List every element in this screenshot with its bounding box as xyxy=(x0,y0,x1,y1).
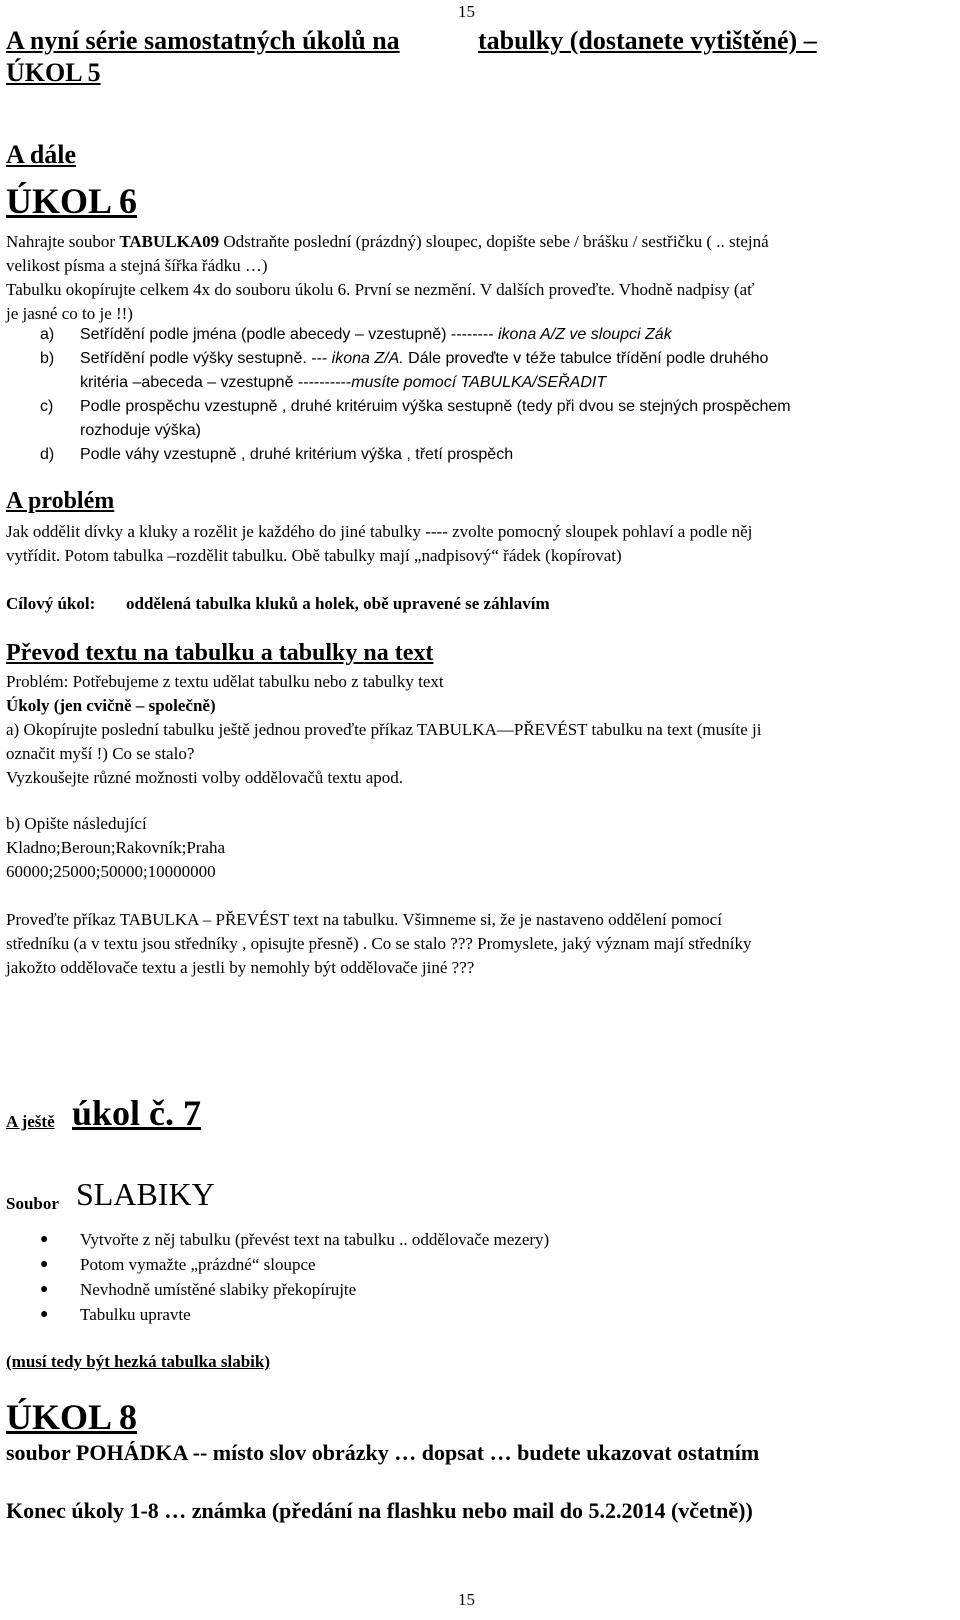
conversion-tasks-heading: Úkoly (jen cvičně – společně) xyxy=(6,696,216,715)
soubor-name: SLABIKY xyxy=(76,1176,215,1212)
list-marker: a) xyxy=(40,326,55,343)
ukol6-intro-line4: je jasné co to je !!) xyxy=(6,304,133,323)
section-heading-a-dale: A dále xyxy=(6,140,77,169)
target-task-text: oddělená tabulka kluků a holek, obě upravené se záhlavím xyxy=(126,594,550,613)
ukol7-note: (musí tedy být hezká tabulka slabik) xyxy=(6,1352,271,1371)
ukol7-prefix: A ještě xyxy=(6,1112,55,1131)
header-right: tabulky (dostanete vytištěné) – xyxy=(478,26,817,55)
list-item: kritéria –abeceda – vzestupně ----------musíte pomocí TABULKA/SEŘADIT xyxy=(80,374,607,391)
conversion-c-line2: středníku (a v textu jsou středníky , opisujte přesně) . Co se stalo ??? Promyslete, jaký význam mají středníky xyxy=(6,934,752,953)
list-item: Potom vymažte „prázdné“ sloupce xyxy=(80,1255,316,1274)
list-marker: b) xyxy=(40,350,55,367)
conversion-a-line3: Vyzkoušejte různé možnosti volby oddělovačů textu apod. xyxy=(6,768,404,787)
header-left-line1: A nyní série samostatných úkolů na xyxy=(6,26,400,55)
ukol6-intro-line3: Tabulku okopírujte celkem 4x do souboru úkolu 6. První se nezmění. V dalších proveďte. Vhodně nadpisy (ať xyxy=(6,280,755,299)
list-marker: d) xyxy=(40,446,55,463)
conversion-c-line3: jakožto oddělovače textu a jestli by nemohly být oddělovače jiné ??? xyxy=(6,958,475,977)
ukol6-intro-line2: velikost písma a stejná šířka řádku …) xyxy=(6,256,268,275)
list-item: Podle váhy vzestupně , druhé kritérium výška , třetí prospěch xyxy=(80,446,514,463)
ukol7-title: úkol č. 7 xyxy=(72,1093,202,1133)
header-left-line2: ÚKOL 5 xyxy=(6,58,101,87)
list-item: Setřídění podle výšky sestupně. --- ikona Z/A. Dále proveďte v téže tabulce třídění podle druhého xyxy=(80,350,769,367)
conversion-b-line3: 60000;25000;50000;10000000 xyxy=(6,862,216,881)
ukol6-title: ÚKOL 6 xyxy=(6,181,138,221)
list-item: Vytvořte z něj tabulku (převést text na tabulku .. oddělovače mezery) xyxy=(80,1230,550,1249)
list-item: Nevhodně umístěné slabiky překopírujte xyxy=(80,1280,357,1299)
list-marker: c) xyxy=(40,398,54,415)
conversion-problem: Problém: Potřebujeme z textu udělat tabulku nebo z tabulky text xyxy=(6,672,444,691)
list-item: rozhoduje výška) xyxy=(80,422,201,439)
bullet-icon: ● xyxy=(40,1307,49,1322)
page-number-bottom: 15 xyxy=(458,1590,475,1609)
list-item: Podle prospěchu vzestupně , druhé kritéruim výška sestupně (tedy při dvou se stejných prospěchem xyxy=(80,398,791,415)
closing-line: Konec úkoly 1-8 … známka (předání na flashku nebo mail do 5.2.2014 (včetně)) xyxy=(6,1498,753,1523)
problem-line1: Jak oddělit dívky a kluky a rozělit je každého do jiné tabulky ---- zvolte pomocný sloupek pohlaví a podle něj xyxy=(6,522,753,541)
soubor-label: Soubor xyxy=(6,1194,59,1213)
bullet-icon: ● xyxy=(40,1257,49,1272)
conversion-title: Převod textu na tabulku a tabulky na text xyxy=(6,640,434,666)
problem-line2: vytřídit. Potom tabulka –rozdělit tabulku. Obě tabulky mají „nadpisový“ řádek (kopírovat) xyxy=(6,546,622,565)
conversion-b-line2: Kladno;Beroun;Rakovník;Praha xyxy=(6,838,226,857)
target-task-label: Cílový úkol: xyxy=(6,594,96,613)
conversion-a-line1: a) Okopírujte poslední tabulku ještě jednou proveďte příkaz TABULKA—PŘEVÉST tabulku na text (musíte ji xyxy=(6,720,762,739)
ukol6-intro-line1: Nahrajte soubor TABULKA09 Odstraňte poslední (prázdný) sloupec, dopište sebe / brášku / sestřičku ( .. stejná xyxy=(6,232,769,251)
bullet-icon: ● xyxy=(40,1232,49,1247)
list-item: Tabulku upravte xyxy=(80,1305,191,1324)
conversion-b-line1: b) Opište následující xyxy=(6,814,147,833)
conversion-c-line1: Proveďte příkaz TABULKA – PŘEVÉST text na tabulku. Všimneme si, že je nastaveno oddělení pomocí xyxy=(6,910,722,929)
ukol8-line: soubor POHÁDKA -- místo slov obrázky … dopsat … budete ukazovat ostatním xyxy=(6,1440,760,1465)
page-number-top: 15 xyxy=(458,2,475,21)
bullet-icon: ● xyxy=(40,1282,49,1297)
conversion-a-line2: označit myší !) Co se stalo? xyxy=(6,744,195,763)
problem-title: A problém xyxy=(6,488,115,514)
list-item: Setřídění podle jména (podle abecedy – vzestupně) -------- ikona A/Z ve sloupci Zák xyxy=(80,326,672,343)
ukol8-title: ÚKOL 8 xyxy=(6,1397,138,1437)
